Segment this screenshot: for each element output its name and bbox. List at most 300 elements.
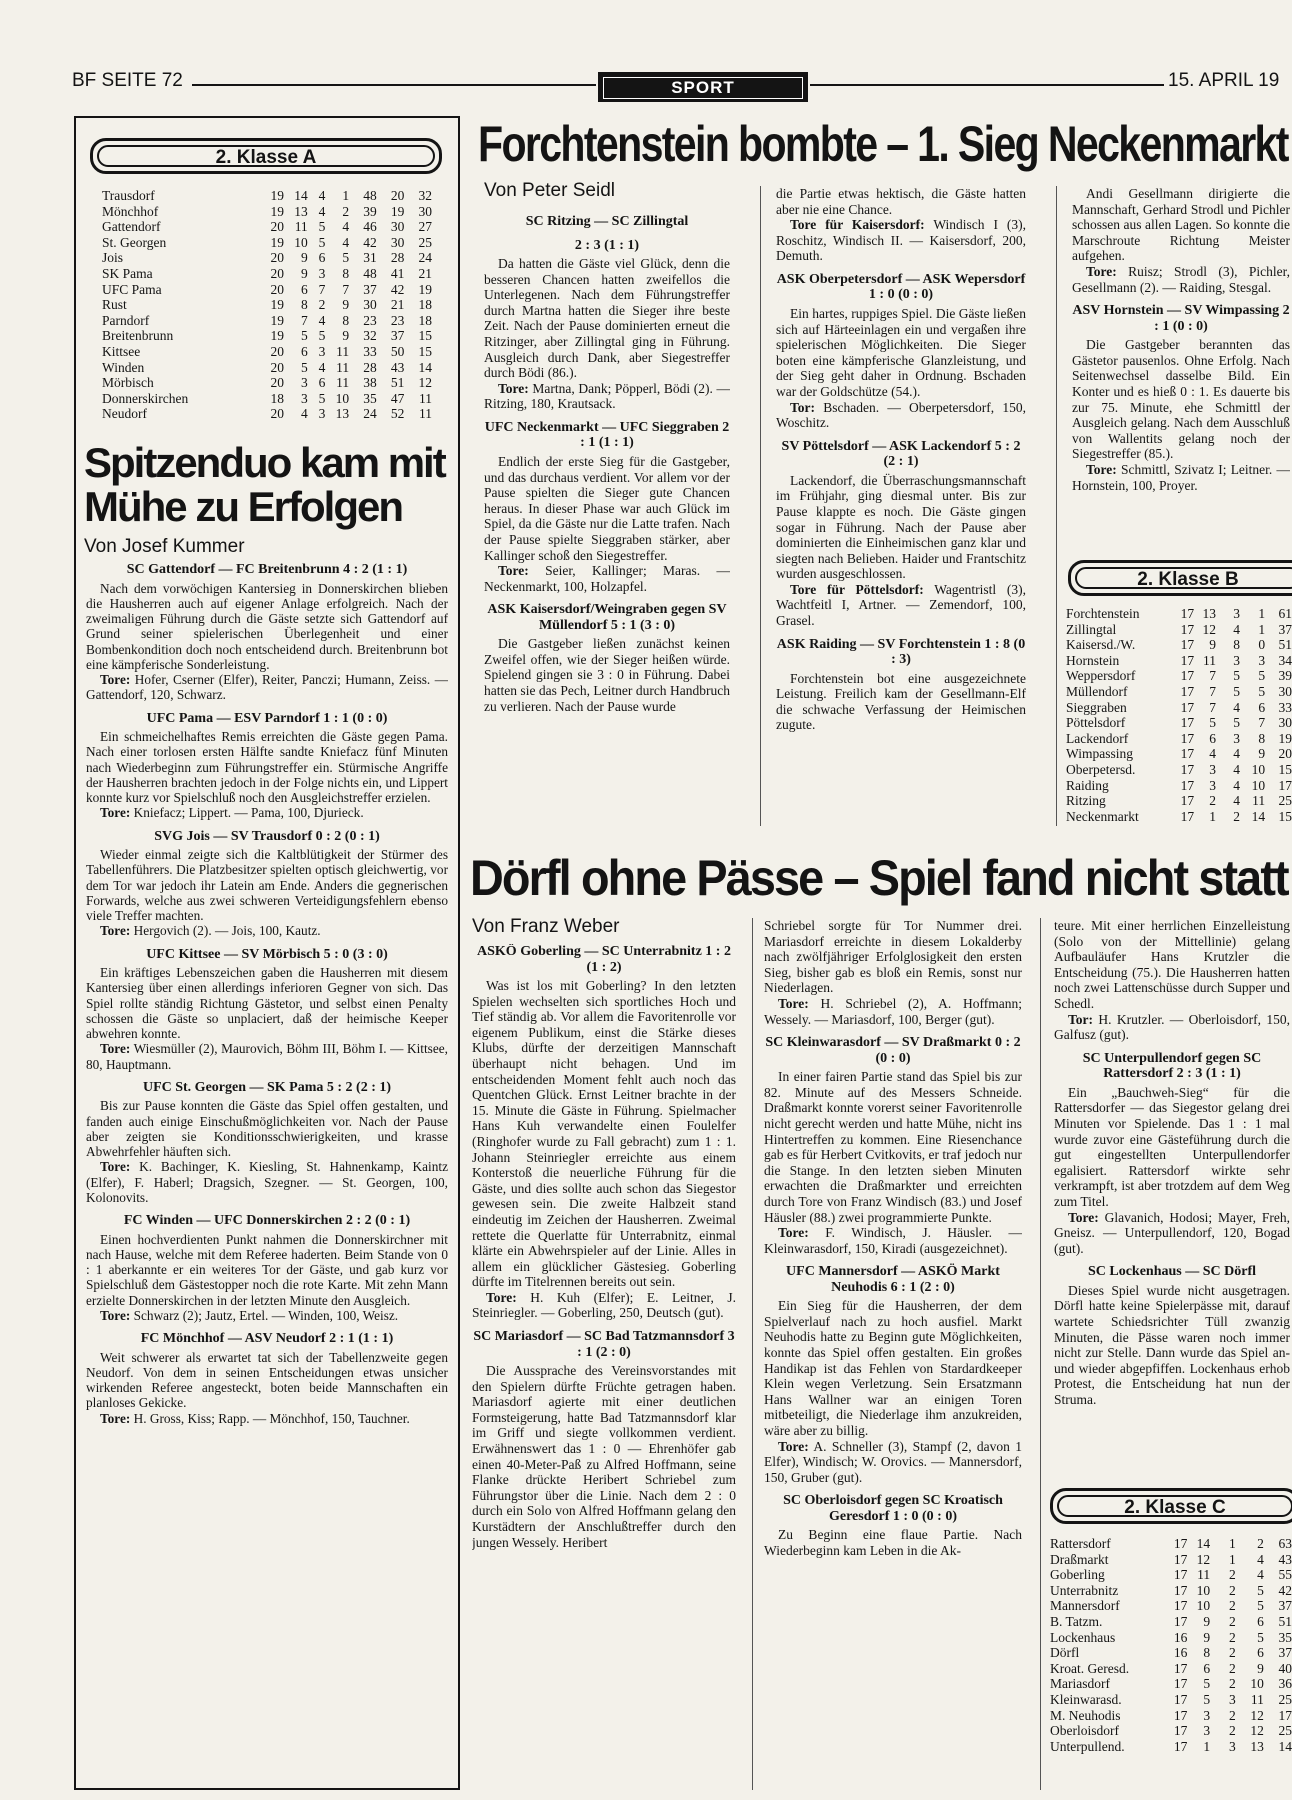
standings-value: 46 (363, 219, 377, 235)
standings-row (1050, 1583, 1292, 1599)
standings-value: 2 (1228, 1582, 1236, 1598)
standings-value: 55 (1278, 1567, 1292, 1583)
standings-value: 3 (1209, 777, 1217, 793)
standings-value: 17 (1173, 1567, 1188, 1583)
standings-value: 37 (390, 328, 405, 344)
standings-value: 19 (270, 203, 284, 219)
paragraph: Zu Beginn eine flaue Partie. Nach Wiederbeginn kam Leben in die Ak- (764, 1527, 1022, 1558)
standings-value: 48 (363, 265, 377, 281)
standings-value: 20 (270, 265, 284, 281)
standings-value: 1 (1258, 606, 1266, 621)
standings-value: 17 (1180, 637, 1195, 653)
standings-value: 12 (1250, 1707, 1264, 1723)
standings-row (102, 188, 432, 204)
standings-value: 5 (342, 250, 350, 266)
standings-row (1050, 1536, 1292, 1552)
standings-value: 11 (336, 343, 350, 359)
scorers-text: Schmittl, Szivatz I; Leitner. — Hornstein, 100, Proyer. (1072, 461, 1290, 493)
standings-value: 3 (300, 390, 308, 406)
match-heading: SC Unterpullendorf gegen SC Rattersdorf 2 : 3 (1 : 1) (1082, 1050, 1262, 1082)
standings-value: 10 (1251, 777, 1266, 793)
standings-value: 2 (1228, 1567, 1236, 1583)
team-name: Neudorf (102, 406, 147, 422)
standings-row (1066, 653, 1292, 669)
team-name: Breitenbrunn (102, 328, 174, 344)
standings-value: 9 (300, 250, 308, 266)
standings-value: 4 (1233, 746, 1240, 762)
article-1-headline: Forchtenstein bombte – 1. Sieg Neckenmarkt (478, 116, 1288, 172)
header-rule-right (810, 84, 1164, 86)
standings-value: 14 (294, 188, 308, 203)
standings-row (102, 266, 432, 282)
scorers-label: Tore: (778, 1438, 809, 1454)
standings-value: 6 (1209, 730, 1217, 746)
team-name: Forchtenstein (1066, 606, 1140, 621)
team-name: Neckenmarkt (1066, 808, 1139, 824)
standings-value: 17 (1278, 777, 1292, 793)
standings-value: 17 (1180, 621, 1195, 637)
team-name: Winden (102, 359, 145, 375)
standings-value: 39 (363, 203, 377, 219)
standings-value: 12 (1196, 1551, 1211, 1567)
standings-row (102, 391, 432, 407)
section-label-box (598, 72, 808, 102)
standings-value: 1 (1258, 621, 1266, 637)
standings-value: 10 (1251, 761, 1266, 777)
match-heading: SC Gattendorf — FC Breitenbrunn 4 : 2 (1 : 1) (126, 562, 408, 577)
article-3-column-3 (1054, 918, 1290, 1486)
scorers-line (764, 1439, 1022, 1486)
scorers-label: Tore: (498, 380, 529, 396)
standings-row (1066, 809, 1292, 825)
standings-value: 8 (1233, 637, 1240, 653)
standings-value: 9 (1258, 746, 1266, 762)
standings-value: 34 (1278, 652, 1292, 668)
standings-value: 5 (318, 234, 326, 250)
standings-value: 20 (390, 188, 405, 203)
standings-value: 3 (1203, 1707, 1211, 1723)
standings-value: 3 (1233, 730, 1240, 746)
scorers-line (484, 381, 730, 412)
paragraph: Bis zur Pause konnten die Gäste das Spiel offen gestalten, und fanden auch einige Einschußmöglichkeiten vor. Nach der Pause aber zeigten sie Konditionsschwierigkeiten, und krasse Abwehrfehler häuften sich. (86, 1098, 448, 1159)
team-name: Mannersdorf (1050, 1598, 1120, 1614)
match-heading: SC Ritzing — SC Zillingtal (525, 214, 689, 229)
article-3-column-2 (764, 918, 1022, 1790)
klasse-b-title: 2. Klasse B (1075, 567, 1292, 589)
standings-value: 7 (1258, 715, 1266, 731)
column-rule (752, 918, 753, 1790)
standings-value: 13 (1202, 606, 1217, 621)
team-name: Kleinwarasd. (1050, 1691, 1122, 1707)
paragraph: teure. Mit einer herrlichen Einzelleistung (Solo von der Mittellinie) gelang Aufbauläufer Hans Krutzler die Entscheidung (75.). Die Hausherren hatten noch zwei Lattenschüsse durch Supper und Schedl. (1054, 918, 1290, 1011)
standings-row (1066, 731, 1292, 747)
standings-row (102, 344, 432, 360)
standings-value: 3 (1233, 606, 1240, 621)
team-name: Ritzing (1066, 793, 1106, 809)
klasse-a-title-box (90, 138, 442, 174)
standings-value: 10 (335, 390, 350, 406)
standings-value: 4 (1209, 746, 1217, 762)
standings-value: 13 (1250, 1738, 1264, 1754)
standings-value: 3 (318, 265, 326, 281)
scorers-text: Glavanich, Hodosi; Mayer, Freh, Gneisz. — Unterpullendorf, 120, Bogad (gut). (1054, 1209, 1290, 1256)
article-1-column-1 (484, 214, 730, 826)
paragraph: Forchtenstein bot eine ausgezeichnete Leistung. Freilich kam der Gesellmann-Elf die schwache Verfassung der Heimischen zugute. (776, 670, 1026, 733)
standings-value: 4 (1257, 1551, 1264, 1567)
standings-value: 17 (1180, 683, 1195, 699)
team-name: Wimpassing (1066, 746, 1133, 762)
scorers-text: H. Kuh (Elfer); E. Leitner, J. Steinriegler. — Goberling, 250, Deutsch (gut). (472, 1289, 736, 1321)
paragraph: Da hatten die Gäste viel Glück, denn die besseren Chancen hatten zweifellos die Unterlegenen. Nach dem Führungstreffer durch Martna hatten die Sieger ihre beste Zeit. Nach der Pause dominierten erneut die Ritzinger, aber Zillingtal ging in Führung. Ausgleich durch Dank, aber Siegestreffer durch Bödi (86.). (484, 256, 730, 381)
paragraph: Wieder einmal zeigte sich die Kaltblütigkeit der Stürmer des Tabellenführers. Die Platzbesitzer spielten optisch gleichwertig, vor dem Tor war jedoch ihr Latein am Ende. Anders die gegnerischen Forwards, welche aus zwei schweren Verteidigungsfehlern ebenso viele Treffer machten. (86, 847, 448, 923)
standings-value: 37 (1278, 1598, 1292, 1614)
scorers-label: Tor: (790, 399, 816, 415)
standings-value: 5 (300, 328, 308, 344)
standings-value: 6 (318, 375, 326, 391)
standings-row (1066, 606, 1292, 622)
standings-value: 4 (318, 359, 326, 375)
standings-value: 5 (1203, 1691, 1211, 1707)
paragraph: Die Gastgeber ließen zunächst keinen Zweifel offen, wie der Sieger heißen würde. Spielend gingen sie 3 : 0 in Führung. Dabei hatten sie das Pech, Leitner durch Handbruch zu verlieren. Nach der Pause wurde (484, 636, 730, 714)
standings-value: 3 (1228, 1691, 1236, 1707)
column-rule (1040, 918, 1041, 1790)
paragraph: Was ist los mit Goberling? In den letzten Spielen wechselten sich sportliches Hoch und Tief ständig ab. Vor allem die Favoritenrolle vor eigenem Publikum, einst die Stärke dieses Klubs, dürfte der derzeitigen Mannschaft überhaupt nicht behagen. Und im entscheidenden Moment fehlt auch noch das Quentchen Glück. Ernst Leitner brachte in der 15. Minute die Gäste in Führung. Spielmacher Hans Kuh verwandelte einen Foulelfer (Ringhofer wurde zu Fall gebracht) zum 1 : 1. Johann Steinriegler erreichte aus einem Konterstoß die neuerliche Führung für die Gäste, und dies sollte auch schon das Siegestor gewesen sein. Die zweite Halbzeit stand eindeutig im Zeichen der Hausherren. Zweimal rettete die Querlatte für Unterrabnitz, einmal klärte ein Abwehrspieler auf der Linie. Alles in allem ein glücklicher Gästesieg. Goberling dürfte im Titelrennen bereits out sein. (472, 978, 736, 1290)
klasse-c-title: 2. Klasse C (1057, 1495, 1292, 1517)
standings-row (102, 360, 432, 376)
scorers-text: H. Gross, Kiss; Rapp. — Mönchhof, 150, Tauchner. (130, 1410, 410, 1426)
standings-row (102, 375, 432, 391)
standings-value: 63 (1278, 1536, 1292, 1551)
standings-value: 20 (270, 406, 284, 422)
scorers-label: Tore: (1068, 1209, 1099, 1225)
column-rule (760, 186, 761, 826)
standings-value: 9 (300, 265, 308, 281)
standings-value: 5 (1257, 1629, 1264, 1645)
match-heading: UFC St. Georgen — SK Pama 5 : 2 (2 : 1) (142, 1079, 392, 1095)
standings-value: 2 (1228, 1629, 1236, 1645)
paragraph: Die Aussprache des Vereinsvorstandes mit den Spielern dürfte Früchte getragen haben. Mariasdorf agierte mit einer deutlichen Formsteigerung, hatte Bad Tatzmannsdorf klar im Griff und siegte vollkommen verdient. Erwähnenswert das 1 : 0 — Ehrenhöfer gab einen 40-Meter-Paß zu Alfred Hoffmann, seine Flanke drückte Heribert Schriebel zum Führungstor über die Linie. Nach dem 2 : 0 durch ein Solo von Alfred Hoffmann gelang den Kurstädtern der Anschlußtreffer durch den jungen Wessely. Heribert (472, 1363, 736, 1550)
scorers-text: Wagentristl (3), Wachtfeitl I, Artner. — Zemendorf, 100, Grasel. (776, 581, 1026, 629)
scorers-text: Wiesmüller (2), Maurovich, Böhm III, Böhm I. — Kittsee, 80, Hauptmann. (86, 1041, 448, 1072)
standings-value: 35 (1278, 1629, 1292, 1645)
standings-row (1050, 1739, 1292, 1755)
standings-value: 37 (363, 281, 377, 297)
standings-value: 17 (1180, 699, 1195, 715)
team-name: Lockenhaus (1050, 1629, 1116, 1645)
scorers-label: Tore: (486, 1289, 517, 1305)
standings-value: 14 (418, 359, 432, 375)
team-name: Pöttelsdorf (1066, 715, 1126, 731)
scorers-text: Schwarz (2); Jautz, Ertel. — Winden, 100, Weisz. (130, 1307, 399, 1323)
standings-value: 5 (1233, 683, 1240, 699)
scorers-line (1072, 264, 1290, 295)
standings-value: 11 (336, 375, 350, 391)
standings-value: 6 (1203, 1660, 1211, 1676)
standings-value: 36 (1278, 1676, 1292, 1692)
standings-value: 33 (363, 343, 377, 359)
scorers-line (776, 217, 1026, 264)
standings-value: 13 (335, 406, 350, 422)
scorers-label: Tore: (100, 1410, 131, 1426)
standings-value: 13 (294, 203, 308, 219)
standings-value: 4 (1233, 699, 1240, 715)
article-3-author: Von Franz Weber (472, 916, 620, 937)
standings-value: 14 (1251, 808, 1266, 824)
standings-value: 5 (318, 390, 326, 406)
standings-value: 43 (1278, 1551, 1292, 1567)
klasse-c-standings (1050, 1536, 1292, 1754)
standings-row (1050, 1723, 1292, 1739)
paragraph: Ein Sieg für die Hausherren, der dem Spielverlauf nach zu hoch ausfiel. Markt Neuhodis hatte zu Beginn gute Möglichkeiten, konnte das Spiel offen gestalten. Ein großes Handikap ist das Fehlen von Stardardkeeper Klein wegen Verletzung. Sein Ersatzmann Hans Wallner war an einigen Toren mitbeteiligt, die Niederlage ihm anzukreiden, wäre aber zu billig. (764, 1298, 1022, 1439)
scorers-label: Tore: (100, 1041, 131, 1057)
scorers-line (86, 1159, 448, 1205)
standings-value: 4 (1257, 1567, 1264, 1583)
standings-row (1066, 637, 1292, 653)
standings-value: 17 (1180, 652, 1195, 668)
team-name: Gattendorf (102, 219, 161, 235)
scorers-label: Tore: (100, 1159, 131, 1175)
standings-value: 2 (1228, 1598, 1236, 1614)
standings-value: 4 (342, 234, 350, 250)
standings-value: 2 (1233, 808, 1240, 824)
standings-value: 23 (390, 312, 405, 328)
standings-value: 10 (1250, 1676, 1264, 1692)
column-rule (1056, 186, 1057, 826)
standings-value: 20 (270, 250, 284, 266)
standings-row (1066, 762, 1292, 778)
standings-value: 12 (1202, 621, 1217, 637)
scorers-text: K. Bachinger, K. Kiesling, St. Hahnenkamp, Kaintz (Elfer), F. Haberl; Dragsich, Szegner. — St. Georgen, 100, Kolonovits. (86, 1159, 448, 1205)
klasse-b-standings (1066, 606, 1292, 824)
standings-value: 19 (270, 234, 284, 250)
scorers-line (764, 1225, 1022, 1256)
standings-value: 4 (300, 406, 308, 422)
standings-value: 25 (1278, 1723, 1292, 1739)
article-1-author: Von Peter Seidl (484, 180, 615, 201)
paragraph: Ein „Bauchweh-Sieg“ für die Rattersdorfer — das Siegestor gelang drei Minuten vor Spielende. Das 1 : 1 mal wurde zuvor eine Gästeführung durch die gut eingestellten Unterpullendorfer egalisiert. Rattersdorf wirkte sehr verkrampft, ist aber trotzdem auf dem Weg zum Titel. (1054, 1084, 1290, 1209)
standings-value: 17 (1278, 1707, 1292, 1723)
standings-row (102, 406, 432, 422)
standings-value: 17 (1180, 761, 1195, 777)
standings-value: 30 (1278, 715, 1292, 731)
scorers-text: Martna, Dank; Pöpperl, Bödi (2). — Ritzing, 180, Krautsack. (484, 380, 730, 412)
standings-value: 20 (1278, 746, 1292, 762)
standings-value: 17 (1180, 746, 1195, 762)
scorers-line (86, 1308, 448, 1323)
match-heading: UFC Mannersdorf — ASKÖ Markt Neuhodis 6 : 1 (2 : 0) (786, 1264, 1000, 1295)
klasse-b-title-box (1068, 560, 1292, 596)
standings-value: 16 (1173, 1645, 1188, 1661)
standings-row (1066, 700, 1292, 716)
team-name: Dörfl (1050, 1645, 1080, 1661)
standings-value: 4 (318, 312, 326, 328)
team-name: Raiding (1066, 777, 1109, 793)
match-heading: UFC Pama — ESV Parndorf 1 : 1 (0 : 0) (146, 710, 388, 726)
standings-value: 23 (363, 312, 377, 328)
scorers-line (86, 1041, 448, 1072)
standings-value: 28 (390, 250, 405, 266)
standings-value: 35 (363, 390, 377, 406)
match-heading: ASK Kaisersdorf/Weingraben gegen SV Müllendorf 5 : 1 (3 : 0) (487, 602, 727, 633)
match-heading: ASK Raiding — SV Forchtenstein 1 : 8 (0 : 3) (776, 636, 1026, 668)
standings-value: 19 (270, 188, 284, 203)
standings-value: 30 (363, 297, 377, 313)
standings-value: 7 (1209, 699, 1217, 715)
standings-value: 20 (270, 343, 284, 359)
standings-row (1066, 778, 1292, 794)
team-name: Mönchhof (102, 203, 159, 219)
team-name: SK Pama (102, 265, 153, 281)
standings-value: 5 (1258, 668, 1266, 684)
standings-value: 2 (1257, 1536, 1264, 1551)
scorers-label: Tore: (100, 805, 131, 821)
paragraph: Einen hochverdienten Punkt nahmen die Donnerskirchner mit nach Hause, welche mit dem Referee haderten. Beim Stande von 0 : 1 aberkannte er ein weiteres Tor der Gäste, und gab kurz vor Spielschluß dem Gästestopper noch die rote Karte. Mit zehn Mann erzielte Donnerskirchen in der letzten Minute den Ausgleich. (86, 1231, 448, 1308)
standings-value: 14 (1196, 1536, 1211, 1551)
klasse-a-standings (102, 188, 432, 422)
scorers-text: Kniefacz; Lippert. — Pama, 100, Djurieck. (130, 805, 364, 821)
scorers-line (1054, 1210, 1290, 1257)
standings-value: 6 (300, 281, 308, 297)
paragraph: Die Gastgeber berannten das Gästetor pausenlos. Ohne Erfolg. Nach Seitenwechsel dasselbe Bild. Ein Konter und es hieß 0 : 1. Es dauerte bis zur 75. Minute, ehe Schmittl der Ausgleich gelang. Nach dem Ausschluß von Wallentits gelang noch der Siegestreffer (85.). (1072, 337, 1290, 462)
standings-value: 61 (1278, 606, 1292, 621)
scorers-label: Tore: (100, 923, 131, 939)
paragraph: Andi Gesellmann dirigierte die Mannschaft, Gerhard Strodl und Pichler schossen aus allen Lagen. So konnte die Marschroute Richtung Meister aufgehen. (1072, 186, 1290, 264)
standings-value: 18 (270, 390, 284, 406)
scorers-line (86, 1411, 448, 1426)
scorers-label: Tore: (778, 995, 809, 1011)
standings-value: 11 (1203, 652, 1217, 668)
scorers-text: Hofer, Cserner (Elfer), Reiter, Panczi; Humann, Zeiss. — Gattendorf, 120, Schwarz. (86, 672, 448, 703)
standings-value: 52 (390, 406, 405, 422)
standings-value: 17 (1180, 793, 1195, 809)
match-heading: SC Oberloisdorf gegen SC Kroatisch Geresdorf 1 : 0 (0 : 0) (783, 1493, 1003, 1524)
standings-value: 5 (1257, 1598, 1264, 1614)
standings-value: 31 (363, 250, 377, 266)
match-heading: ASKÖ Goberling — SC Unterrabnitz 1 : 2 (1 : 2) (477, 944, 731, 975)
scorers-line (86, 672, 448, 703)
paragraph: Schriebel sorgte für Tor Nummer drei. Mariasdorf erreichte in diesem Lokalderby nach zwölfjähriger Erfolglosigkeit den ersten Sieg, bisher gab es bloß ein Remis, sonst nur Niederlagen. (764, 918, 1022, 996)
standings-row (102, 235, 432, 251)
paragraph: die Partie etwas hektisch, die Gäste hatten aber nie eine Chance. (776, 186, 1026, 217)
standings-row (102, 219, 432, 235)
standings-value: 3 (300, 375, 308, 391)
match-heading: SC Lockenhaus — SC Dörfl (1087, 1264, 1257, 1280)
standings-row (1066, 684, 1292, 700)
standings-value: 25 (1278, 793, 1292, 809)
scorers-line (472, 1290, 736, 1321)
standings-value: 10 (294, 234, 308, 250)
standings-row (1050, 1630, 1292, 1646)
standings-value: 5 (300, 359, 308, 375)
standings-value: 8 (1258, 730, 1266, 746)
standings-value: 21 (418, 265, 432, 281)
standings-row (102, 328, 432, 344)
standings-value: 24 (418, 250, 432, 266)
standings-value: 7 (1209, 668, 1217, 684)
scorers-label: Tore: (100, 1307, 131, 1323)
standings-value: 42 (1278, 1582, 1292, 1598)
klasse-c-title-box (1050, 1488, 1292, 1524)
standings-row (1066, 622, 1292, 638)
article-2-headline-line-1: Spitzenduo kam mit (84, 439, 445, 486)
standings-row (1050, 1552, 1292, 1568)
standings-value: 37 (1278, 621, 1292, 637)
page-label: BF SEITE 72 (72, 70, 183, 91)
standings-row (1050, 1661, 1292, 1677)
article-1-column-3 (1072, 186, 1290, 546)
standings-value: 9 (1209, 637, 1217, 653)
standings-value: 8 (1203, 1645, 1211, 1661)
standings-value: 17 (1173, 1723, 1188, 1739)
standings-row (1066, 668, 1292, 684)
team-name: M. Neuhodis (1050, 1707, 1121, 1723)
standings-value: 5 (1203, 1676, 1211, 1692)
standings-value: 32 (418, 188, 432, 203)
scorers-line (484, 563, 730, 594)
standings-value: 9 (1203, 1613, 1211, 1629)
standings-value: 20 (270, 359, 284, 375)
standings-value: 11 (419, 406, 432, 422)
standings-value: 9 (1257, 1660, 1264, 1676)
standings-value: 5 (1209, 715, 1217, 731)
standings-value: 40 (1278, 1660, 1292, 1676)
paragraph: Ein schmeichelhaftes Remis erreichten die Gäste gegen Pama. Nach einer torlosen ersten Hälfte sandte Kniefacz fünf Minuten nach Wiederbeginn zum Führungstreffer ein. Stürmische Angriffe der Hausherren brachten jedoch in der Folge nichts ein, und Lippert konnte kurz vor Spielschluß noch den Ausgleichstreffer erzielen. (86, 729, 448, 805)
paragraph: Ein hartes, ruppiges Spiel. Die Gäste ließen sich auf Härteeinlagen ein und vergaßen ihre spielerischen Möglichkeiten. Die Sieger boten eine kämpferische Glanzleistung, und der Sieg geht daher in Ordnung. Bschaden war der Goldschütze (54.). (776, 305, 1026, 399)
match-heading: SV Pöttelsdorf — ASK Lackendorf 5 : 2 (2 : 1) (781, 438, 1021, 470)
team-name: Kroat. Geresd. (1050, 1660, 1130, 1676)
standings-row (1066, 746, 1292, 762)
standings-row (1050, 1692, 1292, 1708)
match-heading: ASV Hornstein — SV Wimpassing 2 : 1 (0 : 0) (1072, 303, 1290, 334)
standings-value: 18 (418, 297, 432, 313)
match-heading: ASK Oberpetersdorf — ASK Wepersdorf 1 : 0 (0 : 0) (776, 271, 1026, 303)
paragraph: In einer fairen Partie stand das Spiel bis zur 82. Minute auf des Messers Schneide. Draßmarkt konnte vorerst seiner Favoritenrolle nicht gerecht werden und hatte Mühe, nicht ins Hintertreffen zu kommen. Eine Riesenchance gab es für Herbert Cvitkovits, er traf jedoch nur die Stange. In den letzten sieben Minuten erwachten die Draßmarkter und erreichten durch Tore von Franz Windisch (83.) und Josef Häusler (88.) zwei programmierte Punkte. (764, 1069, 1022, 1225)
standings-row (1050, 1614, 1292, 1630)
match-heading: SVG Jois — SV Trausdorf 0 : 2 (0 : 1) (154, 828, 380, 844)
standings-value: 2 (318, 297, 326, 313)
standings-value: 5 (1233, 715, 1240, 731)
section-label: SPORT (603, 77, 803, 99)
standings-value: 17 (1173, 1691, 1188, 1707)
standings-value: 8 (342, 312, 350, 328)
scorers-label: Tore für Pöttelsdorf: (790, 581, 924, 597)
standings-value: 32 (363, 328, 377, 344)
standings-row (1050, 1645, 1292, 1661)
standings-value: 5 (1257, 1582, 1264, 1598)
standings-value: 5 (1258, 683, 1266, 699)
standings-row (1050, 1567, 1292, 1583)
standings-value: 4 (1233, 793, 1240, 809)
team-name: Hornstein (1066, 652, 1120, 668)
standings-value: 6 (300, 343, 308, 359)
team-name: Kaisersd./W. (1066, 637, 1136, 653)
standings-value: 2 (1209, 793, 1217, 809)
standings-row (1066, 793, 1292, 809)
team-name: Kittsee (102, 343, 141, 359)
standings-row (102, 204, 432, 220)
standings-value: 2 (342, 203, 350, 219)
standings-value: 16 (1173, 1629, 1188, 1645)
standings-value: 1 (342, 188, 350, 203)
standings-value: 14 (1278, 1738, 1292, 1754)
issue-date: 15. APRIL 19 (1168, 70, 1280, 91)
standings-value: 19 (390, 203, 405, 219)
standings-value: 17 (1173, 1598, 1188, 1614)
article-2-headline-line-2: Mühe zu Erfolgen (84, 483, 402, 530)
standings-value: 3 (1209, 761, 1217, 777)
team-name: Unterrabnitz (1050, 1582, 1119, 1598)
team-name: Lackendorf (1066, 730, 1129, 746)
